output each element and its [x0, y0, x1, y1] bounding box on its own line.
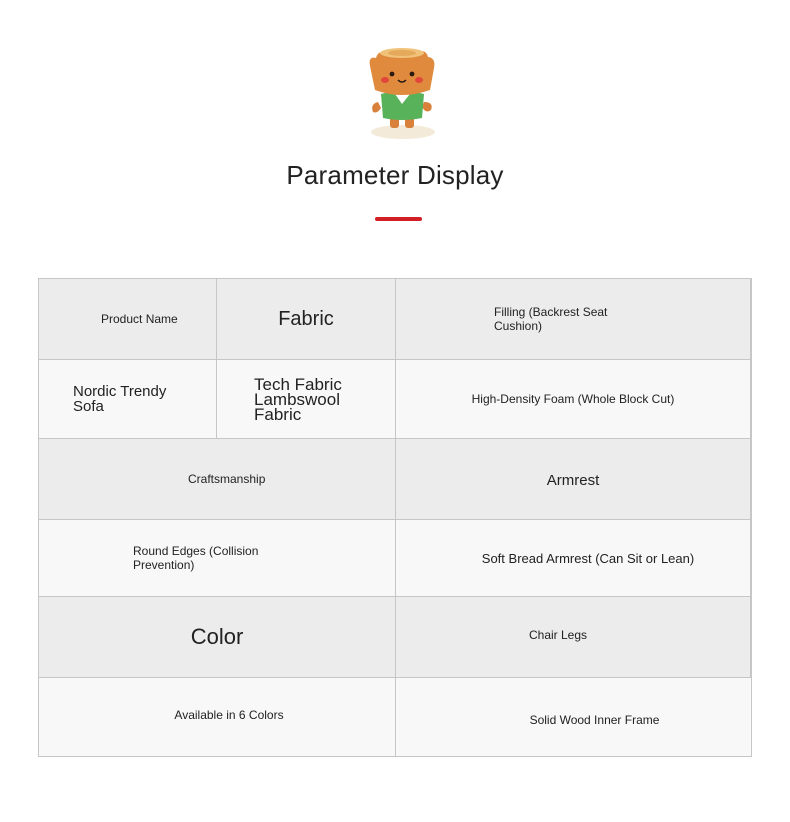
fabric-value-tech: Tech Fabric: [254, 374, 342, 394]
product-name-value-cell: [39, 360, 217, 439]
armrest-value-cell: [396, 520, 751, 597]
tree-stump-mascot-icon: [364, 44, 440, 144]
product-name-label-cell: [39, 279, 217, 360]
title-underline: [375, 217, 422, 221]
parameter-table: [38, 278, 752, 757]
chair-legs-value-cell: [396, 678, 751, 756]
armrest-label: Armrest: [546, 471, 600, 489]
fabric-label: Fabric: [278, 307, 334, 330]
color-value-cell: [39, 678, 396, 756]
chair-legs-label-cell: [396, 597, 751, 678]
page-title: Parameter Display: [286, 160, 504, 190]
color-label: Color: [190, 624, 244, 649]
armrest-label-cell: [396, 439, 751, 520]
craftsmanship-value: Round Edges (Collision Prevention): [133, 544, 259, 572]
craftsmanship-label: Craftsmanship: [188, 472, 266, 486]
product-name-value: Nordic Trendy Sofa: [73, 383, 167, 415]
fabric-value-fabric: Fabric: [254, 404, 302, 424]
chair-legs-label: Chair Legs: [528, 628, 588, 642]
chair-legs-value: Solid Wood Inner Frame: [529, 713, 660, 727]
product-name-label: Product Name: [101, 312, 178, 326]
filling-label-cell: [396, 279, 751, 360]
color-label-cell: [39, 597, 396, 678]
armrest-value: Soft Bread Armrest (Can Sit or Lean): [481, 550, 695, 566]
fabric-label-cell: [217, 279, 396, 360]
color-value: Available in 6 Colors: [174, 708, 284, 722]
craftsmanship-value-cell: [39, 520, 396, 597]
filling-label: Filling (Backrest Seat Cushion): [494, 305, 608, 333]
fabric-value-cell: [217, 360, 396, 439]
filling-value-cell: [396, 360, 751, 439]
fabric-value-lambswool: Lambswool: [254, 389, 340, 409]
filling-value: High-Density Foam (Whole Block Cut): [471, 392, 675, 406]
craftsmanship-label-cell: [39, 439, 396, 520]
